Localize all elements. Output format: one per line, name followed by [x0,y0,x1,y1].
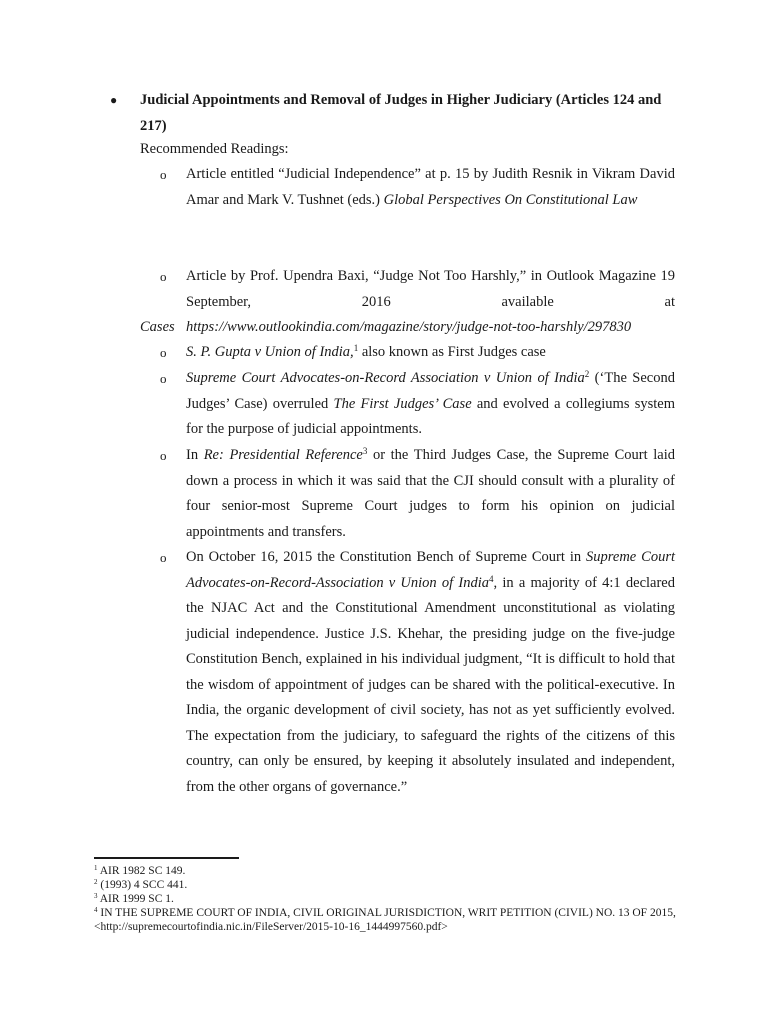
cases-label: Cases [140,319,175,335]
case-text: (‘The Second Judges’ Case) overruled [186,370,675,412]
footnote-ref: 2 [584,369,590,379]
reading-url-link[interactable]: https://www.outlookindia.com/magazine/story/judge-not-too-harshly/297830 [186,319,632,335]
circle-bullet-icon: o [160,269,167,284]
recommended-readings-label: Recommended Readings: [140,141,289,157]
case-name: S. P. Gupta v Union of India, [186,344,354,360]
footnote: $^3$ AIR 1999 SC 1. [94,892,174,905]
case-name: Re: Presidential Reference [203,447,363,463]
case-text: and evolved a collegiums system for the purpose of judicial appointments. [186,395,675,437]
footnote: $^4$ IN THE SUPREME COURT OF INDIA, CIVIL ORIGINAL JURISDICTION, WRIT PETITION (CIVIL) NO. 13 OF 2015, <http://supremecourtofindia.nic.in/FileServer/2015-10-16_1444997560.pdf> [94,906,676,933]
circle-bullet-icon: o [160,371,167,386]
reading-title: Global Perspectives On Constitutional Law [383,191,638,208]
case-text: or the Third Judges Case, the Supreme Court laid down a process in which it was said that the CJI should consult with a plurality of four senior-most Supreme Court judges to form his opinion on judicial appointments and transfers. [186,447,675,540]
footnote-ref: 4 [489,573,494,584]
circle-bullet-icon: o [160,345,167,360]
case-name: The First Judges’ Case [333,395,472,412]
reading-text: Article entitled “Judicial Independence” at p. 15 by Judith Resnik in Vikram David Amar and Mark V. Tushnet (eds.) [186,166,675,208]
bullet-icon: ● [110,93,118,107]
footnote: $^2$ (1993) 4 SCC 441. [94,878,188,891]
circle-bullet-icon: o [160,550,167,565]
case-text: On October 16, 2015 the Constitution Bench of Supreme Court in [186,549,587,565]
footnote-separator [94,857,239,859]
case-item [160,443,675,545]
section-heading [110,88,680,139]
reading-item [160,264,675,341]
case-item [160,545,675,800]
footnote-ref: 3 [362,446,368,456]
case-name: Supreme Court Advocates-on-Record-Association v Union of India [186,549,675,591]
footnote-ref: 1 [353,343,359,353]
case-text: also known as First Judges case [358,344,546,360]
reading-text: Article by Prof. Upendra Baxi, “Judge Not Too Harshly,” in Outlook Magazine 19 September, 2016 available at [186,268,675,310]
case-item [160,340,675,366]
section-heading-text: Judicial Appointments and Removal of Judges in Higher Judiciary (Articles 124 and 217) [140,92,662,134]
case-item [160,366,675,443]
case-name: Supreme Court Advocates-on-Record Association v Union of India [186,370,585,386]
case-text: In [186,447,204,463]
reading-item [160,162,675,213]
circle-bullet-icon: o [160,448,167,463]
circle-bullet-icon: o [160,167,167,182]
footnote: $^1$ AIR 1982 SC 149. [94,864,186,877]
case-text: , in a majority of 4:1 declared the NJAC Act and the Constitutional Amendment unconstitutional as violating judicial independence. Justice J.S. Khehar, the presiding judge on the five-judge Constitution Bench, explained in his individual judgment, “It is difficult to hold that the wisdom of appointment of judges can be shared with the political-executive. In India, the organic development of civil society, has not as yet sufficiently evolved. The expectation from the judiciary, to safeguard the rights of the citizens of this country, can only be ensured, by keeping it absolutely insulated and independent, from the other organs of governance.” [186,574,675,795]
